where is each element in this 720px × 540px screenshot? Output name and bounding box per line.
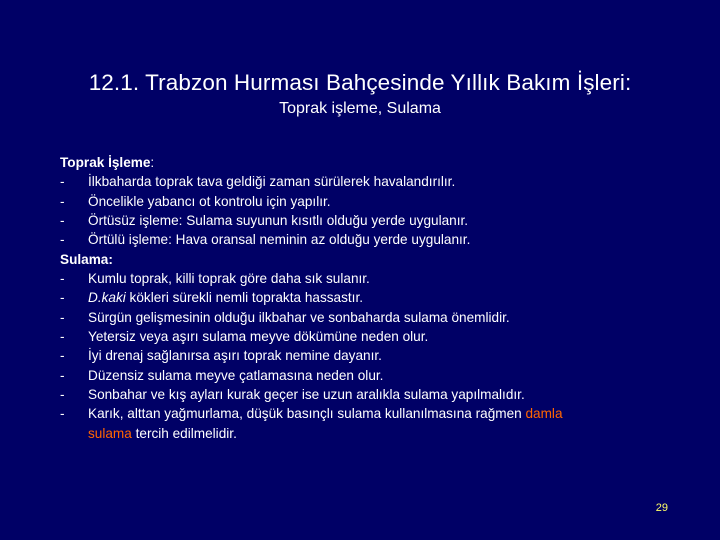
section-heading-sulama: Sulama: xyxy=(60,251,113,267)
list-item-text-pre: Karık, alttan yağmurlama, düşük basınçlı sulama kullanılmasına rağmen xyxy=(88,406,526,422)
slide-title: 12.1. Trabzon Hurması Bahçesinde Yıllık Bakım İşleri: xyxy=(88,70,632,95)
bullet-dash: - xyxy=(60,174,65,190)
list-item-text: İyi drenaj sağlanırsa aşırı toprak nemine dayanır. xyxy=(88,348,382,364)
bullet-dash: - xyxy=(60,348,65,364)
list-item xyxy=(60,366,680,385)
list-item-text-rest: kökleri sürekli nemli toprakta hassastır. xyxy=(125,290,364,306)
list-item-text: Sonbahar ve kış ayları kurak geçer ise uzun aralıkla sulama yapılmalıdır. xyxy=(88,387,525,403)
list-item xyxy=(60,192,680,211)
list-item xyxy=(60,308,680,327)
section-heading-colon: : xyxy=(150,155,155,170)
list-item xyxy=(60,327,680,346)
slide-body xyxy=(60,153,680,443)
bullet-dash: - xyxy=(60,193,65,209)
list-item-text: Öncelikle yabancı ot kontrolu için yapılır. xyxy=(88,193,331,209)
bullet-dash: - xyxy=(60,213,65,229)
species-name: D.kaki xyxy=(88,290,126,306)
list-item-text: Örtüsüz işleme: Sulama suyunun kısıtlı olduğu yerde uygulanır. xyxy=(88,213,469,229)
list-item-text: Sürgün gelişmesinin olduğu ilkbahar ve sonbaharda sulama önemlidir. xyxy=(88,309,510,325)
highlight-sulama: sulama xyxy=(88,425,132,441)
section-heading-toprak-isleme xyxy=(60,153,680,172)
list-item xyxy=(60,269,680,288)
list-item-text-post: tercih edilmelidir. xyxy=(131,425,237,441)
list-item xyxy=(60,346,680,365)
bullet-dash: - xyxy=(60,232,65,248)
list-item xyxy=(60,288,680,307)
bullet-dash: - xyxy=(60,406,65,422)
bullet-dash: - xyxy=(60,290,65,306)
list-item-text: Örtülü işleme: Hava oransal neminin az olduğu yerde uygulanır. xyxy=(88,232,471,248)
list-item xyxy=(60,172,680,191)
list-item-text: Yetersiz veya aşırı sulama meyve dökümüne neden olur. xyxy=(88,329,429,345)
bullet-dash: - xyxy=(60,309,65,325)
list-item-text xyxy=(88,288,680,307)
section-heading-label: Toprak İşleme xyxy=(60,155,151,170)
list-item xyxy=(60,385,680,404)
list-item xyxy=(60,404,680,443)
bullet-dash: - xyxy=(60,329,65,345)
highlight-damla: damla xyxy=(525,406,563,422)
list-item-text: İlkbaharda toprak tava geldiği zaman sürülerek havalandırılır. xyxy=(88,174,456,190)
bullet-dash: - xyxy=(60,367,65,383)
bullet-dash: - xyxy=(60,271,65,287)
page-number: 29 xyxy=(655,502,668,514)
list-item xyxy=(60,230,680,249)
slide-subtitle: Toprak işleme, Sulama xyxy=(279,100,441,117)
bullet-dash: - xyxy=(60,387,65,403)
list-item xyxy=(60,211,680,230)
list-item-text xyxy=(88,404,680,443)
list-item-text: Kumlu toprak, killi toprak göre daha sık sulanır. xyxy=(88,271,370,287)
list-item-text: Düzensiz sulama meyve çatlamasına neden olur. xyxy=(88,367,384,383)
